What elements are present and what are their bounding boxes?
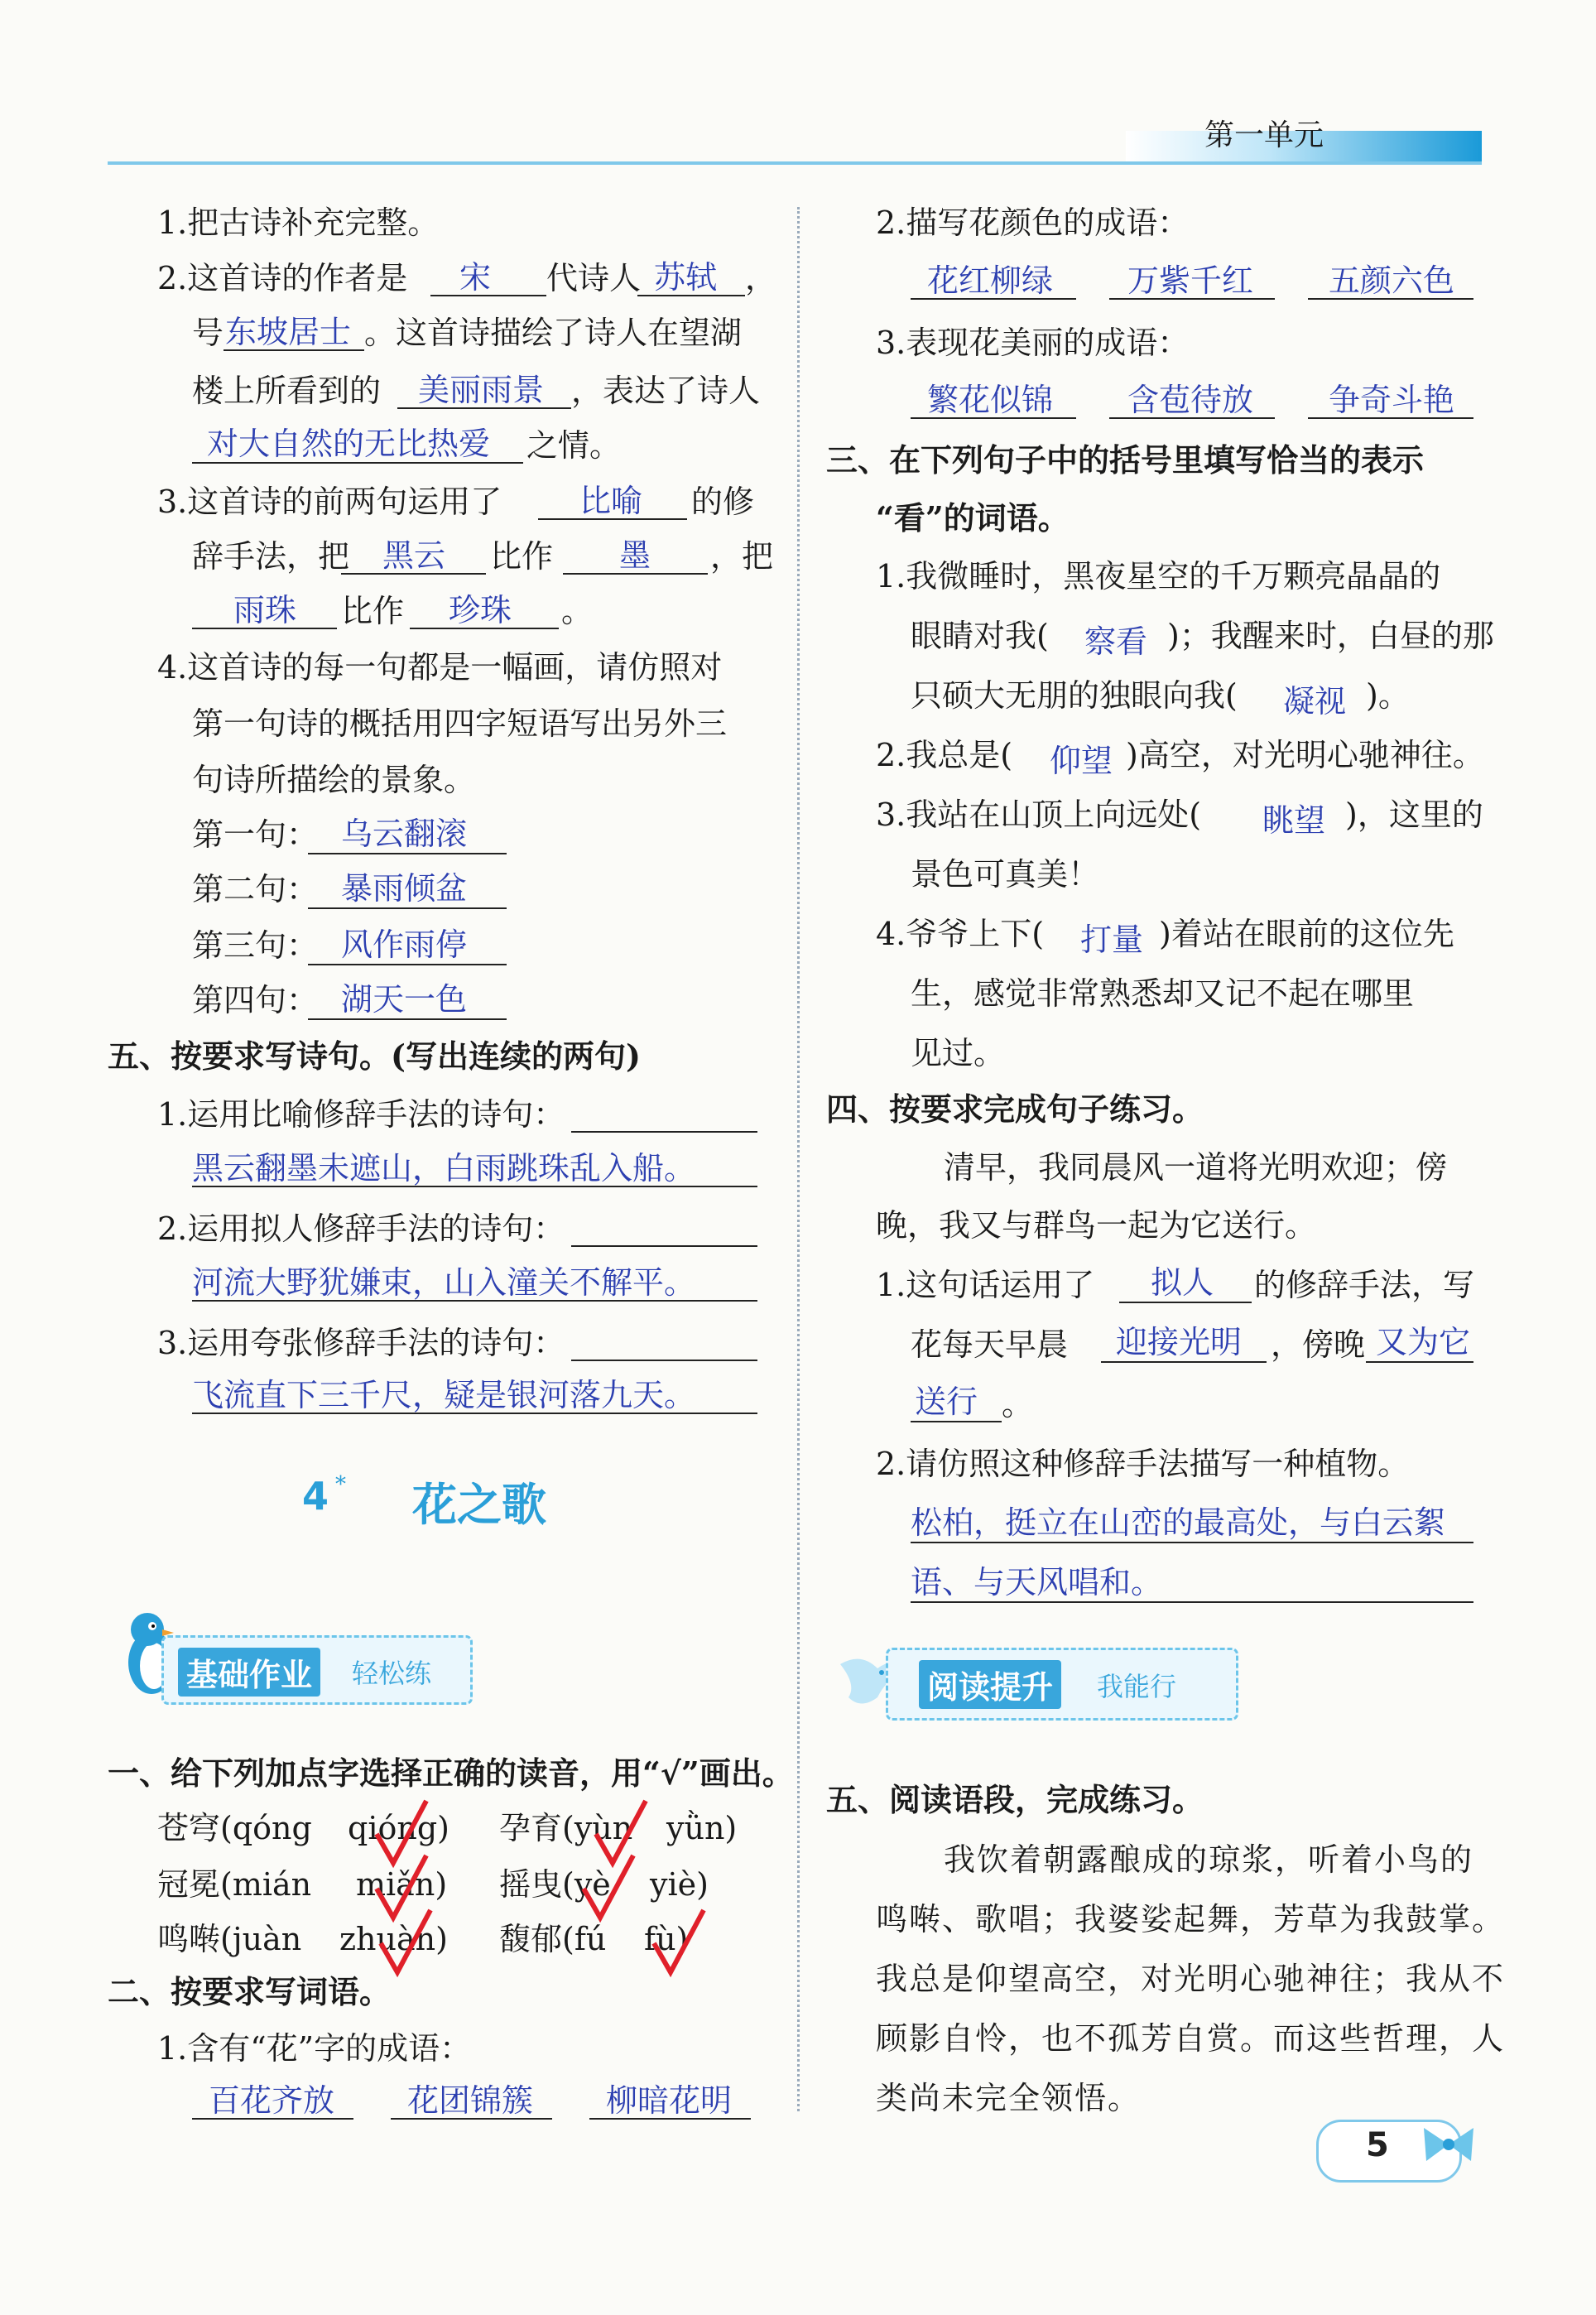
q3-text-d: 比作 <box>490 538 554 575</box>
check-mark-icon <box>377 1906 435 1981</box>
answer-scene: 美丽雨景 <box>418 372 545 408</box>
answer-line <box>192 1186 757 1187</box>
s5-prompt: 1.运用比喻修辞手法的诗句： <box>157 1096 565 1133</box>
check-mark-icon <box>650 1906 708 1981</box>
pinyin-option: qióng) <box>348 1810 449 1846</box>
pinyin-item: 苍穹(qóng <box>157 1810 312 1846</box>
s4-q1-text: 1.这句话运用了 <box>876 1267 1095 1303</box>
answer-line <box>911 1601 1473 1603</box>
s5-prompt: 3.运用夸张修辞手法的诗句： <box>157 1325 565 1361</box>
s3-q4-text: 生，感觉非常熟悉却又记不起在哪里 <box>911 975 1415 1012</box>
badge-title: 阅读提升 <box>919 1660 1061 1709</box>
s5-answer: 飞流直下三千尺，疑是银河落九天。 <box>192 1377 696 1413</box>
idiom-answer: 含苞待放 <box>1127 382 1254 418</box>
section-5-reading-title: 五、阅读语段，完成练习。 <box>826 1781 1204 1818</box>
s3-q1-text: )。 <box>1366 677 1410 714</box>
q4-row-label: 第三句： <box>192 927 319 964</box>
q2-text-e: ，表达了诗人 <box>571 373 761 409</box>
idiom-answer: 万紫千红 <box>1127 262 1254 299</box>
pinyin-option: fù) <box>644 1921 689 1957</box>
s5-answer: 河流大野犹嫌束，山入潼关不解平。 <box>192 1264 696 1301</box>
idiom-answer: 五颜六色 <box>1329 262 1455 299</box>
pinyin-option: yǜn) <box>666 1810 738 1846</box>
answer-poet: 苏轼 <box>654 259 718 296</box>
s4-answer: 迎接光明 <box>1116 1324 1243 1360</box>
answer-a2: 墨 <box>619 537 651 574</box>
q4-text-2: 第一句诗的概括用四字短语写出另外三 <box>192 705 728 742</box>
q3-text-c: 辞手法，把 <box>192 538 350 575</box>
s3-q2-text: )高空，对光明心驰神往。 <box>1126 737 1484 773</box>
reading-passage-line: 我饮着朝露酿成的琼浆，听着小鸟的 <box>944 1841 1474 1878</box>
q4-row-label: 第二句： <box>192 871 319 907</box>
q4-row-answer: 乌云翻滚 <box>341 816 468 852</box>
answer-line <box>192 1413 757 1414</box>
unit-title: 第一单元 <box>1204 118 1324 152</box>
bow-icon <box>1420 2115 1478 2173</box>
answer-a4: 珍珠 <box>449 592 512 628</box>
s4-q1-text: 花每天早晨 <box>911 1326 1069 1363</box>
q4-row-answer: 暴雨倾盆 <box>341 870 468 907</box>
look-word-answer: 凝视 <box>1283 683 1347 720</box>
answer-hao: 东坡居士 <box>225 314 352 350</box>
s3-q4-text: )着站在眼前的这位先 <box>1159 916 1454 952</box>
look-word-answer: 眺望 <box>1262 802 1326 839</box>
pinyin-item: 鸣啭(juàn <box>157 1921 302 1957</box>
answer-line <box>192 1300 757 1302</box>
s2-q3-prompt: 3.表现花美丽的成语： <box>876 325 1190 361</box>
pinyin-item: 摇曳(yè <box>499 1866 611 1903</box>
answer-feeling: 对大自然的无比热爱 <box>207 426 491 462</box>
reading-passage-line: 类尚未完全领悟。 <box>876 2080 1142 2116</box>
s4-passage: 晚，我又与群鸟一起为它送行。 <box>876 1207 1317 1244</box>
header-rule <box>108 161 1482 165</box>
idiom-answer: 柳暗花明 <box>606 2082 733 2119</box>
q4-row-answer: 风作雨停 <box>341 926 468 963</box>
badge-title: 基础作业 <box>178 1648 320 1697</box>
q2-text-d: 楼上所看到的 <box>192 373 382 409</box>
reading-passage-line: 顾影自怜，也不孤芳自赏。而这些哲理，人 <box>876 2020 1506 2057</box>
s3-q4-text: 4.爷爷上下( <box>876 916 1045 952</box>
q3-text-b: 的修 <box>691 484 755 520</box>
q3-text-e: ，把 <box>710 538 774 575</box>
s5-answer: 黑云翻墨未遮山，白雨跳珠乱入船。 <box>192 1150 696 1186</box>
answer-line <box>911 1542 1473 1543</box>
section-5-title: 五、按要求写诗句。(写出连续的两句) <box>108 1037 641 1075</box>
s4-passage: 清早，我同晨风一道将光明欢迎；傍 <box>944 1149 1448 1186</box>
pinyin-item: 馥郁(fú <box>499 1921 607 1957</box>
question-1: 1.把古诗补充完整。 <box>157 205 440 241</box>
section-2-title: 二、按要求写词语。 <box>108 1973 392 2010</box>
reading-passage-line: 鸣啭、歌唱；我婆娑起舞，芳草为我鼓掌。 <box>876 1901 1506 1937</box>
s3-q2-text: 2.我总是( <box>876 737 1013 773</box>
look-word-answer: 打量 <box>1080 922 1144 958</box>
pinyin-item: 孕育(yùn <box>499 1810 633 1846</box>
q4-row-label: 第四句： <box>192 982 319 1018</box>
section-3-title: 三、在下列句子中的括号里填写恰当的表示 <box>826 441 1425 479</box>
q3-text-a: 3.这首诗的前两句运用了 <box>157 484 502 520</box>
q2-comma: ， <box>745 260 777 296</box>
s4-q2-text: 2.请仿照这种修辞手法描写一种植物。 <box>876 1446 1410 1482</box>
s4-answer: 拟人 <box>1151 1264 1214 1301</box>
lesson-star: * <box>335 1472 346 1497</box>
s5-prompt: 2.运用拟人修辞手法的诗句： <box>157 1210 565 1247</box>
q2-text-f: 之情。 <box>526 427 622 464</box>
answer-dynasty: 宋 <box>459 259 492 296</box>
q4-row-label: 第一句： <box>192 816 319 853</box>
q2-text-b: 代诗人 <box>546 260 642 296</box>
q2-text-c: 。这首诗描绘了诗人在望湖 <box>364 315 743 351</box>
idiom-answer: 花团锦簇 <box>407 2082 534 2119</box>
q4-text-3: 句诗所描绘的景象。 <box>192 762 476 798</box>
q3-text-f: 比作 <box>341 593 405 629</box>
q2-text-a: 2.这首诗的作者是 <box>157 260 408 296</box>
q2-hao: 号 <box>192 315 224 351</box>
pinyin-option: zhuàn) <box>339 1921 448 1957</box>
answer-a3: 雨珠 <box>233 592 297 628</box>
idiom-answer: 百花齐放 <box>209 2082 335 2119</box>
s2-q1-prompt: 1.含有“花”字的成语： <box>157 2030 472 2067</box>
pinyin-option: miǎn) <box>356 1866 448 1903</box>
answer-rhetoric: 比喻 <box>579 483 643 519</box>
section-3-title-cont: “看”的词语。 <box>876 499 1070 537</box>
s4-q1-text: 。 <box>1002 1386 1034 1422</box>
s3-q3-text: 景色可真美！ <box>911 856 1100 893</box>
answer-line <box>571 1131 757 1133</box>
s4-answer: 又为它 <box>1376 1324 1471 1360</box>
idiom-answer: 争奇斗艳 <box>1329 382 1455 418</box>
badge-subtitle: 我能行 <box>1097 1671 1177 1702</box>
s4-answer: 语、与天风唱和。 <box>911 1564 1163 1600</box>
s3-q1-text: )；我醒来时，白昼的那 <box>1167 618 1494 654</box>
answer-line <box>571 1245 757 1247</box>
answer-a1: 黑云 <box>382 537 446 574</box>
s4-answer: 送行 <box>915 1384 978 1420</box>
lesson-number: 4 <box>302 1474 329 1518</box>
q3-text-g: 。 <box>561 593 594 629</box>
column-divider <box>797 207 800 2111</box>
q4-text-1: 4.这首诗的每一句都是一幅画，请仿照对 <box>157 649 723 686</box>
badge-subtitle: 轻松练 <box>352 1658 432 1689</box>
look-word-answer: 察看 <box>1084 623 1148 660</box>
pinyin-item: 冠冕(mián <box>157 1866 312 1903</box>
pinyin-option: yiè) <box>650 1866 709 1903</box>
answer-line <box>571 1360 757 1361</box>
s4-q1-text: ，傍晚 <box>1271 1326 1366 1363</box>
s4-q1-text: 的修辞手法，写 <box>1254 1267 1475 1303</box>
s3-q1-text: 眼睛对我( <box>911 618 1049 654</box>
look-word-answer: 仰望 <box>1050 743 1113 779</box>
s3-q3-text: )，这里的 <box>1345 797 1483 833</box>
s2-q2-prompt: 2.描写花颜色的成语： <box>876 205 1190 241</box>
lesson-title: 花之歌 <box>412 1479 546 1531</box>
s4-answer: 松柏，挺立在山峦的最高处，与白云絮 <box>911 1504 1446 1541</box>
s3-q1-text: 1.我微睡时，黑夜星空的千万颗亮晶晶的 <box>876 558 1441 594</box>
page-number: 5 <box>1366 2126 1389 2164</box>
idiom-answer: 繁花似锦 <box>927 382 1054 418</box>
s3-q1-text: 只硕大无朋的独眼向我( <box>911 677 1238 714</box>
section-1-title: 一、给下列加点字选择正确的读音，用“√”画出。 <box>108 1754 794 1792</box>
s3-q4-text: 见过。 <box>911 1035 1006 1071</box>
idiom-answer: 花红柳绿 <box>927 262 1054 299</box>
check-mark-icon <box>579 1851 637 1926</box>
reading-passage-line: 我总是仰望高空，对光明心驰神往；我从不 <box>876 1961 1506 1997</box>
section-4-title: 四、按要求完成句子练习。 <box>826 1090 1204 1128</box>
q4-row-answer: 湖天一色 <box>341 981 468 1018</box>
s3-q3-text: 3.我站在山顶上向远处( <box>876 797 1202 833</box>
